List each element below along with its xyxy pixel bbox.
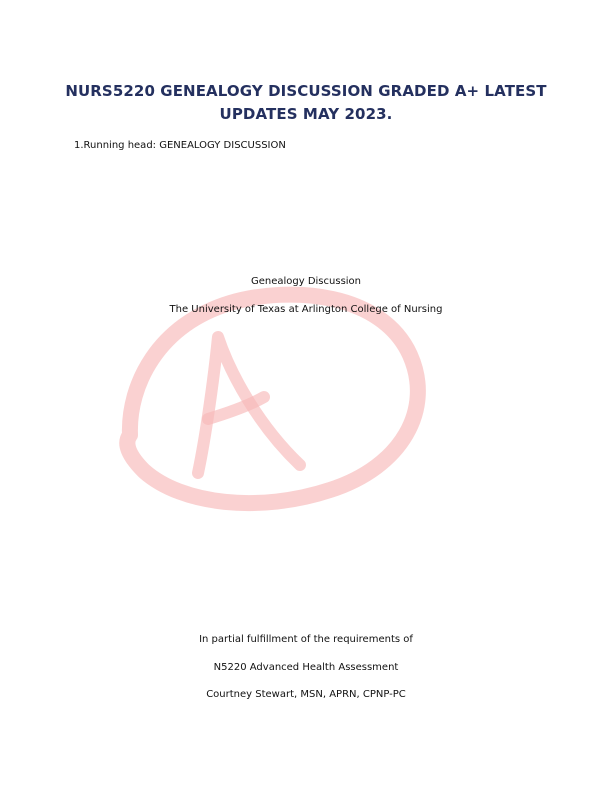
document-title: NURS5220 GENEALOGY DISCUSSION GRADED A+ LATEST UPDATES MAY 2023. xyxy=(65,82,547,123)
title-block xyxy=(0,80,612,126)
paper-title: Genealogy Discussion xyxy=(250,276,362,287)
course-line: N5220 Advanced Health Assessment xyxy=(213,662,399,673)
instructor-line: Courtney Stewart, MSN, APRN, CPNP-PC xyxy=(206,689,406,700)
institution-line: The University of Texas at Arlington College of Nursing xyxy=(169,304,443,315)
fulfillment-line: In partial fulfillment of the requirements of xyxy=(199,634,413,645)
running-head: 1.Running head: GENEALOGY DISCUSSION xyxy=(74,140,286,151)
